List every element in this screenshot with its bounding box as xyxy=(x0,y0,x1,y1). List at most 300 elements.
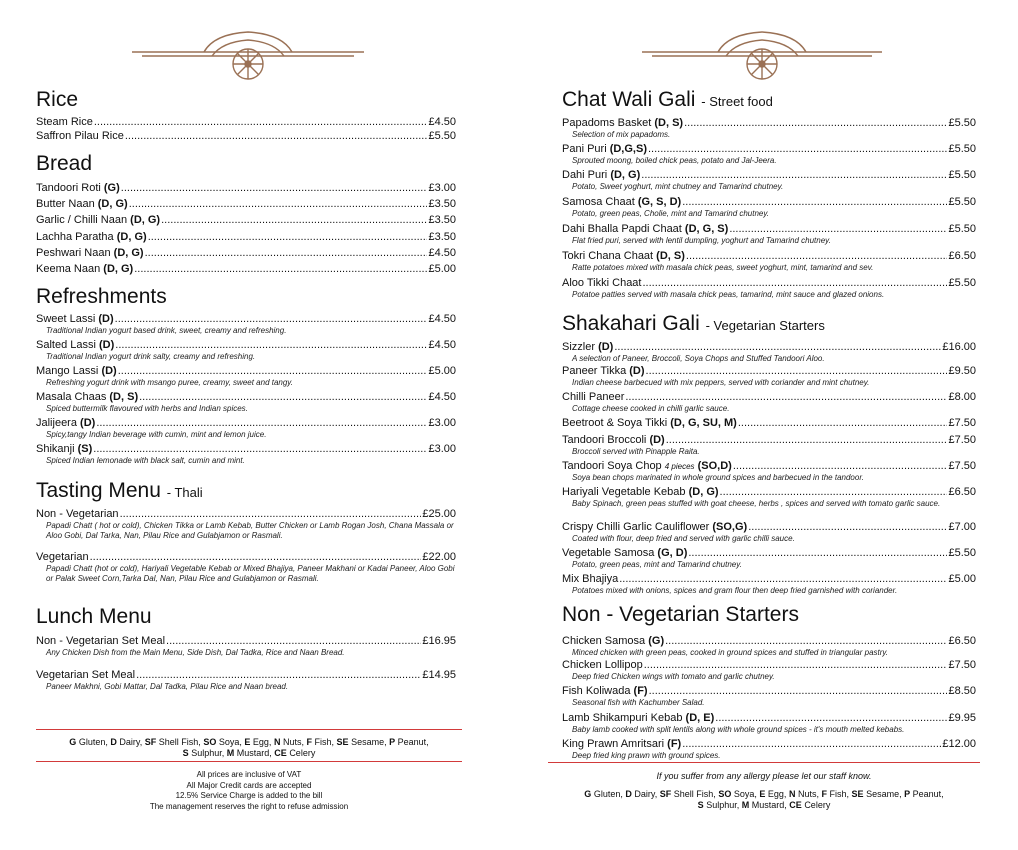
menu-item-price: £9.95 xyxy=(948,712,976,724)
allergen-label: Celery xyxy=(289,748,316,758)
menu-item-row xyxy=(562,712,976,725)
section-title xyxy=(36,479,203,505)
menu-item-name xyxy=(36,391,138,404)
menu-item-price: £14.95 xyxy=(422,669,456,681)
menu-item xyxy=(562,250,976,278)
menu-item-row xyxy=(562,521,976,534)
menu-item-description: Deep fried king prawn with ground spices. xyxy=(572,751,721,760)
menu-item xyxy=(562,277,976,305)
menu-item-price: £5.50 xyxy=(428,130,456,142)
section-title-text: Non - Vegetarian Starters xyxy=(562,603,799,626)
menu-item-price: £7.50 xyxy=(948,434,976,446)
dish-name: Non - Vegetarian xyxy=(36,508,119,520)
leader-dots xyxy=(684,117,947,130)
leader-dots xyxy=(748,521,947,534)
menu-item-price: £3.50 xyxy=(428,231,456,243)
allergen-codes: (G, S, D) xyxy=(637,196,682,208)
leader-dots xyxy=(90,551,422,564)
menu-item xyxy=(562,521,976,549)
leader-dots xyxy=(94,116,428,129)
allergen-label: Shell Fish, xyxy=(158,737,201,747)
allergen-label: Sesame, xyxy=(351,737,387,747)
menu-item-description: Traditional Indian yogurt drink salty, creamy and refreshing. xyxy=(46,352,256,361)
section-title xyxy=(562,603,799,627)
menu-item-price: £4.50 xyxy=(428,116,456,128)
menu-item xyxy=(562,712,976,740)
leader-dots xyxy=(646,365,948,378)
allergen-label: Sulphur, xyxy=(191,748,225,758)
menu-item-description: Paneer Makhni, Gobi Mattar, Dal Tadka, Pilau Rice and Naan bread. xyxy=(46,682,289,691)
menu-item-name xyxy=(562,573,618,586)
menu-item-row xyxy=(562,685,976,698)
menu-item-row xyxy=(36,198,456,211)
allergen-label: Fish, xyxy=(829,789,850,799)
menu-item xyxy=(36,365,456,393)
menu-item xyxy=(36,635,456,663)
dish-name: Jalijeera xyxy=(36,417,77,429)
menu-item-description: Soya bean chops marinated in whole ground spices and barbecued in the tandoor. xyxy=(572,473,864,482)
section-subtitle: - Vegetarian Starters xyxy=(705,318,825,333)
allergen-label: Shell Fish, xyxy=(673,789,716,799)
menu-item-name xyxy=(36,313,114,326)
leader-dots xyxy=(120,508,422,521)
legend-line xyxy=(548,800,980,811)
allergen-codes: (G) xyxy=(103,182,120,194)
allergen-label: Soya, xyxy=(218,737,242,747)
divider-line xyxy=(548,762,980,763)
leader-dots xyxy=(682,738,941,751)
menu-item-row xyxy=(562,143,976,156)
dish-name: Masala Chaas xyxy=(36,391,107,403)
section-title xyxy=(36,605,152,629)
menu-item-name xyxy=(562,277,641,290)
menu-item xyxy=(562,547,976,575)
allergen-label: Gluten, xyxy=(78,737,108,747)
menu-item xyxy=(562,117,976,145)
menu-item-name xyxy=(562,250,685,263)
menu-item-price: £4.50 xyxy=(428,391,456,403)
allergen-codes: (D, G) xyxy=(116,231,147,243)
allergen-label: Dairy, xyxy=(634,789,658,799)
leader-dots xyxy=(644,659,948,672)
dish-name: Shikanji xyxy=(36,443,75,455)
menu-item-price: £6.50 xyxy=(948,250,976,262)
dish-name: King Prawn Amritsari xyxy=(562,738,665,750)
allergen-codes: (D) xyxy=(80,417,96,429)
section-title-text: Tasting Menu xyxy=(36,479,161,502)
allergen-codes: (D, G) xyxy=(130,214,161,226)
section-title xyxy=(562,88,773,114)
dish-name: Sweet Lassi xyxy=(36,313,96,325)
cartwheel-ornament-icon xyxy=(132,28,364,80)
allergen-code: M xyxy=(226,748,235,758)
section-title xyxy=(562,312,825,338)
leader-dots xyxy=(614,341,941,354)
allergen-label: Gluten, xyxy=(593,789,623,799)
leader-dots xyxy=(96,417,427,430)
menu-item xyxy=(36,508,456,540)
leader-dots xyxy=(665,635,947,648)
allergen-codes: (D, G) xyxy=(97,198,128,210)
allergen-code: D xyxy=(625,789,632,799)
menu-item-price: £3.00 xyxy=(428,443,456,455)
leader-dots xyxy=(642,277,947,290)
menu-item-description: Traditional Indian yogurt based drink, sweet, creamy and refreshing. xyxy=(46,326,287,335)
menu-item-row xyxy=(562,365,976,378)
leader-dots xyxy=(688,547,947,560)
allergen-codes: (D) xyxy=(98,313,114,325)
menu-item-row xyxy=(36,116,456,129)
menu-item-row xyxy=(36,443,456,456)
menu-item-price: £5.50 xyxy=(948,223,976,235)
menu-item xyxy=(562,143,976,171)
menu-item-row xyxy=(562,547,976,560)
menu-item-name xyxy=(36,635,165,648)
allergen-codes: (D) xyxy=(99,339,115,351)
menu-item xyxy=(562,434,976,462)
menu-item-description: Baby Spinach, green peas stuffed with goat cheese, herbs , spices and served with tomato garlic sauce. xyxy=(572,499,941,508)
menu-item-row xyxy=(36,365,456,378)
menu-item-description: Deep fried Chicken wings with tomato and garlic chutney. xyxy=(572,672,775,681)
dish-name: Hariyali Vegetable Kebab xyxy=(562,486,686,498)
allergen-code: E xyxy=(759,789,766,799)
terms-notes xyxy=(36,770,462,812)
menu-item-row xyxy=(562,659,976,672)
menu-item-name xyxy=(562,547,687,560)
menu-item-name xyxy=(562,738,681,751)
menu-item-description: Potato, green peas, mint and Tamarind chutney. xyxy=(572,560,742,569)
menu-item-description: Any Chicken Dish from the Main Menu, Side Dish, Dal Tadka, Rice and Naan Bread. xyxy=(46,648,345,657)
menu-item-price: £5.50 xyxy=(948,117,976,129)
dish-name: Chilli Paneer xyxy=(562,391,625,403)
cartwheel-ornament-icon xyxy=(642,28,882,80)
dish-name: Chicken Samosa xyxy=(562,635,646,647)
allergen-label: Mustard, xyxy=(751,800,787,810)
dish-name: Peshwari Naan xyxy=(36,247,111,259)
menu-item-name xyxy=(562,712,714,725)
dish-name: Lamb Shikampuri Kebab xyxy=(562,712,683,724)
dish-name: Sizzler xyxy=(562,341,596,353)
divider-line xyxy=(36,761,462,762)
section-subtitle: - Street food xyxy=(701,94,773,109)
allergen-code: CE xyxy=(789,800,802,810)
allergen-codes: (D, G, SU, M) xyxy=(670,417,737,429)
allergen-code: E xyxy=(244,737,251,747)
menu-item-description: Potato, Sweet yoghurt, mint chutney and Tamarind chutney. xyxy=(572,182,784,191)
note-line: The management reserves the right to refuse admission xyxy=(149,801,349,811)
menu-item-name xyxy=(36,116,93,129)
dish-name: Dahi Bhalla Papdi Chaat xyxy=(562,223,682,235)
menu-item-description: Coated with flour, deep fried and served with garlic chilli sauce. xyxy=(572,534,795,543)
menu-item-row xyxy=(36,417,456,430)
allergen-codes: (D, E) xyxy=(685,712,715,724)
menu-item-row xyxy=(562,434,976,447)
allergen-code: SO xyxy=(203,737,217,747)
dish-name: Tandoori Broccoli xyxy=(562,434,647,446)
menu-item-price: £22.00 xyxy=(422,551,456,563)
allergen-code: P xyxy=(389,737,396,747)
dish-name: Papadoms Basket xyxy=(562,117,652,129)
menu-item-price: £5.00 xyxy=(428,365,456,377)
dish-name: Salted Lassi xyxy=(36,339,96,351)
menu-item-price: £7.50 xyxy=(948,417,976,429)
menu-item-row xyxy=(36,669,456,682)
note-line: All prices are inclusive of VAT xyxy=(196,770,302,779)
menu-item-name xyxy=(562,391,624,404)
menu-item-name xyxy=(36,551,89,564)
menu-item-name xyxy=(36,247,144,260)
menu-item-description: Seasonal fish with Kachumber Salad. xyxy=(572,698,705,707)
note-line: 12.5% Service Charge is added to the bill xyxy=(175,791,323,800)
dish-name: Non - Vegetarian Set Meal xyxy=(36,635,166,647)
dish-name: Mix Bhajiya xyxy=(562,573,619,585)
menu-item-row xyxy=(562,460,976,473)
dish-name: Tandoori Roti xyxy=(36,182,101,194)
menu-item-price: £7.50 xyxy=(948,659,976,671)
allergen-label: Nuts, xyxy=(797,789,819,799)
dish-name: Tandoori Soya Chop xyxy=(562,460,662,472)
menu-item-row xyxy=(36,635,456,648)
allergen-label: Celery xyxy=(804,800,831,810)
menu-item-name xyxy=(562,635,664,648)
allergen-codes: (F) xyxy=(633,685,648,697)
leader-dots xyxy=(166,635,421,648)
allergen-code: G xyxy=(584,789,592,799)
allergen-label: Dairy, xyxy=(119,737,143,747)
dish-name: Paneer Tikka xyxy=(562,365,627,377)
dish-name: Vegetarian xyxy=(36,551,89,563)
menu-item-row xyxy=(36,130,456,143)
menu-item xyxy=(36,551,456,583)
menu-item-description: Spicy,tangy Indian beverage with cumin, mint and lemon juice. xyxy=(46,430,267,439)
leader-dots xyxy=(134,263,427,276)
menu-item-row xyxy=(562,391,976,404)
leader-dots xyxy=(148,231,428,244)
allergen-label: Sesame, xyxy=(866,789,902,799)
menu-item-price: £25.00 xyxy=(422,508,456,520)
allergy-notice: If you suffer from any allergy please let our staff know. xyxy=(656,771,872,781)
allergen-code: SF xyxy=(659,789,672,799)
allergen-codes: (D, G) xyxy=(610,169,641,181)
menu-item-name xyxy=(562,341,613,354)
menu-item-price: £4.50 xyxy=(428,313,456,325)
dish-name: Keema Naan xyxy=(36,263,101,275)
menu-item-price: £4.50 xyxy=(428,339,456,351)
menu-item-row xyxy=(562,277,976,290)
dish-name: Vegetarian Set Meal xyxy=(36,669,136,681)
menu-item-name xyxy=(562,169,640,182)
menu-item-name xyxy=(562,659,643,672)
allergen-code: F xyxy=(821,789,827,799)
allergen-codes: (D, S) xyxy=(654,117,684,129)
menu-item-row xyxy=(36,313,456,326)
menu-item-name xyxy=(562,685,648,698)
allergen-codes: (SO,G) xyxy=(712,521,748,533)
allergen-label: Fish, xyxy=(314,737,335,747)
menu-item-price: £3.00 xyxy=(428,182,456,194)
allergen-code: F xyxy=(306,737,312,747)
allergen-label: Soya, xyxy=(733,789,757,799)
allergen-code: D xyxy=(110,737,117,747)
menu-item xyxy=(562,486,976,514)
allergen-label: Mustard, xyxy=(236,748,272,758)
menu-item-price: £5.50 xyxy=(948,143,976,155)
menu-item-name xyxy=(36,669,135,682)
allergen-codes: (G, D) xyxy=(657,547,688,559)
menu-item-name xyxy=(36,231,147,244)
legend-line xyxy=(548,789,980,800)
menu-item-description: Spiced Indian lemonade with black salt, cumin and mint. xyxy=(46,456,245,465)
menu-item-name xyxy=(36,182,120,195)
leader-dots xyxy=(145,247,428,260)
divider-line xyxy=(36,729,462,730)
menu-item-name xyxy=(36,198,128,211)
section-title xyxy=(36,285,167,309)
menu-item-name xyxy=(562,365,645,378)
menu-item-row xyxy=(36,391,456,404)
allergen-codes: (SO,D) xyxy=(697,460,732,472)
legend-line xyxy=(36,737,462,748)
allergen-codes: (G) xyxy=(648,635,665,647)
allergen-label: Peanut, xyxy=(912,789,944,799)
menu-item-row xyxy=(36,182,456,195)
menu-item-price: £5.50 xyxy=(948,169,976,181)
menu-item xyxy=(36,391,456,419)
menu-item xyxy=(36,130,456,158)
menu-item xyxy=(562,169,976,197)
section-title xyxy=(36,152,92,176)
leader-dots xyxy=(738,417,948,430)
menu-item xyxy=(562,659,976,687)
menu-item-description: Cottage cheese cooked in chilli garlic sauce. xyxy=(572,404,730,413)
leader-dots xyxy=(641,169,947,182)
menu-item-name xyxy=(36,214,160,227)
leader-dots xyxy=(666,434,948,447)
leader-dots xyxy=(93,443,427,456)
allergen-codes: (D, S) xyxy=(656,250,685,262)
menu-item-price: £3.00 xyxy=(428,417,456,429)
menu-item-price: £6.50 xyxy=(948,635,976,647)
allergen-legend xyxy=(36,737,462,759)
section-title-text: Shakahari Gali xyxy=(562,312,700,335)
section-title-text: Lunch Menu xyxy=(36,605,152,628)
menu-item-description: Potatoes mixed with onions, spices and gram flour then deep fried garnished with coriander. xyxy=(572,586,898,595)
allergen-label: Nuts, xyxy=(282,737,304,747)
dish-name: Samosa Chaat xyxy=(562,196,635,208)
leader-dots xyxy=(118,365,428,378)
section-title-text: Rice xyxy=(36,88,79,111)
menu-item-name xyxy=(562,486,719,499)
leader-dots xyxy=(136,669,421,682)
allergen-code: N xyxy=(273,737,281,747)
menu-item-price: £5.50 xyxy=(948,547,976,559)
allergen-code: M xyxy=(741,800,750,810)
menu-item-price: £3.50 xyxy=(428,198,456,210)
menu-item-name xyxy=(562,521,747,534)
menu-item-price: £9.50 xyxy=(948,365,976,377)
section-title-text: Refreshments xyxy=(36,285,167,308)
menu-item-row xyxy=(36,508,456,521)
leader-dots xyxy=(686,250,948,263)
menu-item-description: Broccoli served with Pinapple Raita. xyxy=(572,447,700,456)
allergen-codes: (D) xyxy=(101,365,117,377)
leader-dots xyxy=(121,182,428,195)
menu-item-price: £3.50 xyxy=(428,214,456,226)
dish-name: Fish Koliwada xyxy=(562,685,631,697)
allergen-code: S xyxy=(697,800,704,810)
leader-dots xyxy=(625,391,947,404)
dish-name: Chicken Lollipop xyxy=(562,659,643,671)
menu-item-description: Refreshing yogurt drink with msango puree, creamy, sweet and tangy. xyxy=(46,378,293,387)
menu-item-name xyxy=(562,460,732,473)
leader-dots xyxy=(682,196,947,209)
dish-name: Steam Rice xyxy=(36,116,93,128)
dish-name: Aloo Tikki Chaat xyxy=(562,277,642,289)
menu-item-row xyxy=(562,250,976,263)
menu-item-name xyxy=(562,223,728,236)
dish-name: Beetroot & Soya Tikki xyxy=(562,417,668,429)
menu-item xyxy=(562,391,976,419)
menu-item-name xyxy=(36,508,119,521)
menu-item-row xyxy=(562,223,976,236)
menu-item-price: £4.50 xyxy=(428,247,456,259)
allergen-label: Egg, xyxy=(767,789,787,799)
allergen-code: SE xyxy=(336,737,349,747)
menu-item-description: Potatoe patties served with masala chick peas, tamarind, mint sauce and glazed onions. xyxy=(572,290,885,299)
menu-item xyxy=(562,223,976,251)
menu-item-price: £7.50 xyxy=(948,460,976,472)
menu-item-name xyxy=(562,196,681,209)
menu-item-row xyxy=(36,214,456,227)
leader-dots xyxy=(161,214,427,227)
allergen-code: P xyxy=(904,789,911,799)
menu-item-price: £16.95 xyxy=(422,635,456,647)
menu-item-row xyxy=(36,339,456,352)
menu-item-name xyxy=(562,434,665,447)
menu-item xyxy=(562,460,976,488)
leader-dots xyxy=(619,573,947,586)
menu-item-description: Spiced buttermilk flavoured with herbs and Indian spices. xyxy=(46,404,248,413)
allergen-code: SE xyxy=(851,789,864,799)
menu-item-price: £5.50 xyxy=(948,196,976,208)
allergen-code: N xyxy=(788,789,796,799)
menu-item-name xyxy=(36,365,117,378)
allergen-label: Sulphur, xyxy=(706,800,740,810)
menu-item-description: Potato, green peas, Cholie, mint and Tamarind chutney. xyxy=(572,209,770,218)
menu-item xyxy=(36,669,456,697)
allergen-code: G xyxy=(69,737,77,747)
menu-item-name xyxy=(36,417,95,430)
dish-name: Tokri Chana Chaat xyxy=(562,250,654,262)
menu-item-price: £5.50 xyxy=(948,277,976,289)
menu-item xyxy=(562,685,976,713)
menu-item-row xyxy=(562,573,976,586)
leader-dots xyxy=(129,198,428,211)
menu-item-description: Papadi Chatt ( hot or cold), Chicken Tikka or Lamb Kebab, Butter Chicken or Lamb Rogan Josh, Chana Massala or Aloo Gobi, Dal Tarka, Nan, Pilau Rice and Gulabjamon or Rasmali. xyxy=(46,521,454,540)
menu-item-description: Baby lamb cooked with split lentils along with whole ground spices - it's mouth melted kebabs. xyxy=(572,725,905,734)
leader-dots xyxy=(720,486,948,499)
menu-item-row xyxy=(562,417,976,430)
menu-item-row xyxy=(562,196,976,209)
leader-dots xyxy=(733,460,948,473)
menu-item-row xyxy=(562,169,976,182)
menu-item-name xyxy=(36,339,114,352)
menu-item-name xyxy=(36,443,92,456)
allergen-codes: (D) xyxy=(629,365,645,377)
section-subtitle: - Thali xyxy=(166,485,203,500)
note-line: All Major Credit cards are accepted xyxy=(186,780,312,790)
section-title xyxy=(36,88,78,112)
